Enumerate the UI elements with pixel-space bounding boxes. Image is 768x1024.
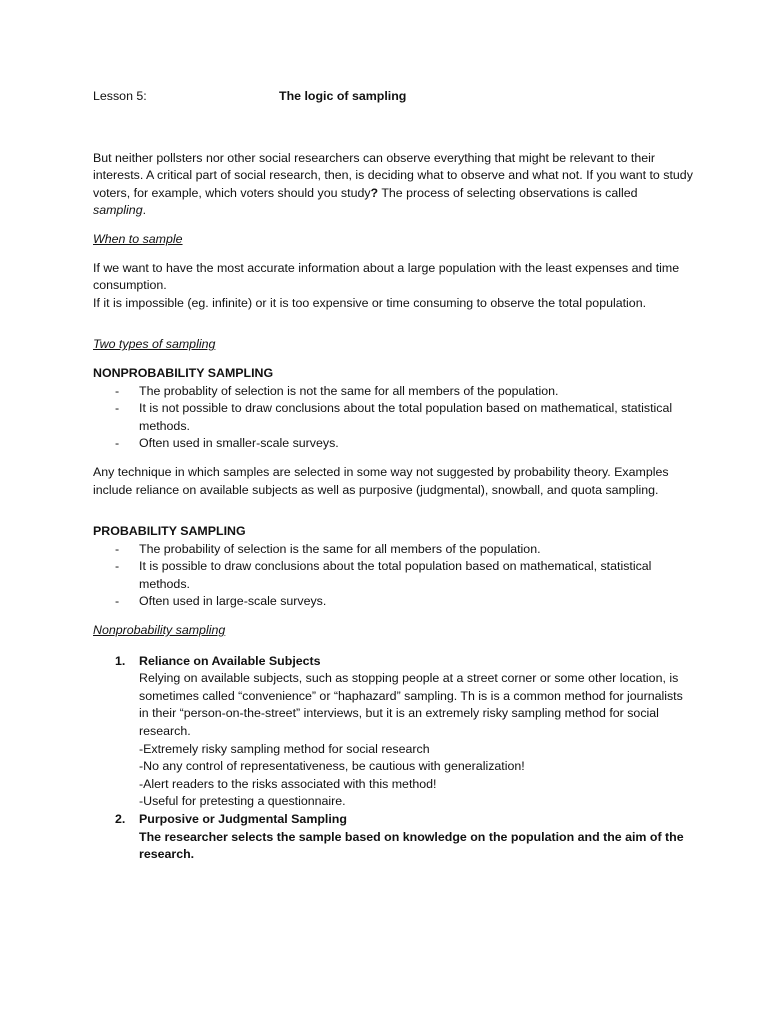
list-item: - The probablity of selection is not the same for all members of the population. [115, 383, 559, 398]
when-line-2: If it is impossible (eg. infinite) or it is too expensive or time consuming to observe the total population. [93, 295, 647, 310]
lesson-header [93, 88, 693, 106]
probability-list [93, 541, 693, 611]
intro-paragraph: But neither pollsters nor other social researchers can observe everything that might be relevant to their interests. A critical part of social research, then, is deciding what to observe and what not. If you want to study voters, for example, which voters should you study? The process of selecting observations is called sampling. [93, 150, 693, 218]
document-page [93, 88, 693, 864]
list-item: - It is possible to draw conclusions about the total population based on mathematical, statistical methods. [115, 559, 652, 591]
nonprobability-list [93, 383, 693, 453]
list-item: - The probability of selection is the same for all members of the population. [115, 541, 541, 556]
list-item: - Often used in smaller-scale surveys. [115, 436, 339, 451]
method-title: Reliance on Available Subjects [139, 653, 321, 668]
nonprobability-sampling-heading: Nonprobability sampling [93, 623, 226, 638]
lesson-title: The logic of sampling [279, 89, 407, 103]
probability-heading: PROBABILITY SAMPLING [93, 524, 246, 539]
list-item: 1. Reliance on Available Subjects Relying on available subjects, such as stopping people at a street corner or some other location, is sometimes called “convenience” or “haphazard” sampling. Th is is a common method for journalists in their “person-on-the-street” interviews, but it is an extremely risky sampling method for social research. -Extremely risky sampling method for social research -No any control of representativeness, be cautious with generalization! -Alert readers to the risks associated with this method! -Useful for pretesting a questionnaire. [93, 653, 693, 811]
nonprobability-heading: NONPROBABILITY SAMPLING [93, 365, 274, 380]
list-item: 2. Purposive or Judgmental Sampling The researcher selects the sample based on knowledge on the population and the aim of the research. [93, 811, 693, 864]
nonprobability-paragraph: Any technique in which samples are selected in some way not suggested by probability theory. Examples include reliance on available subjects as well as purposive (judgmental), snowball, and quota sampling. [93, 464, 669, 497]
nonprobability-methods-list [93, 653, 693, 864]
method-note: -No any control of representativeness, be cautious with generalization! [139, 759, 525, 774]
when-to-sample-heading: When to sample [93, 231, 183, 246]
method-title: Purposive or Judgmental Sampling [139, 812, 347, 826]
method-note: -Extremely risky sampling method for social research [139, 741, 430, 756]
list-item: - Often used in large-scale surveys. [115, 594, 327, 609]
two-types-heading: Two types of sampling [93, 337, 216, 352]
method-note: -Useful for pretesting a questionnaire. [139, 794, 346, 809]
lesson-number: Lesson 5: [93, 89, 147, 103]
method-body: The researcher selects the sample based on knowledge on the population and the aim of the research. [139, 829, 684, 862]
list-item: - It is not possible to draw conclusions about the total population based on mathematical, statistical methods. [115, 401, 673, 433]
when-line-1: If we want to have the most accurate information about a large population with the least expenses and time consumption. [93, 260, 680, 293]
method-note: -Alert readers to the risks associated with this method! [139, 776, 437, 791]
term-sampling: sampling [93, 203, 143, 218]
method-body: Relying on available subjects, such as stopping people at a street corner or some other location, is sometimes called “convenience” or “haphazard” sampling. Th is is a common method for journalists in their “person-on-the-street” interviews, but it is an extremely risky sampling method for social research. [139, 671, 683, 739]
